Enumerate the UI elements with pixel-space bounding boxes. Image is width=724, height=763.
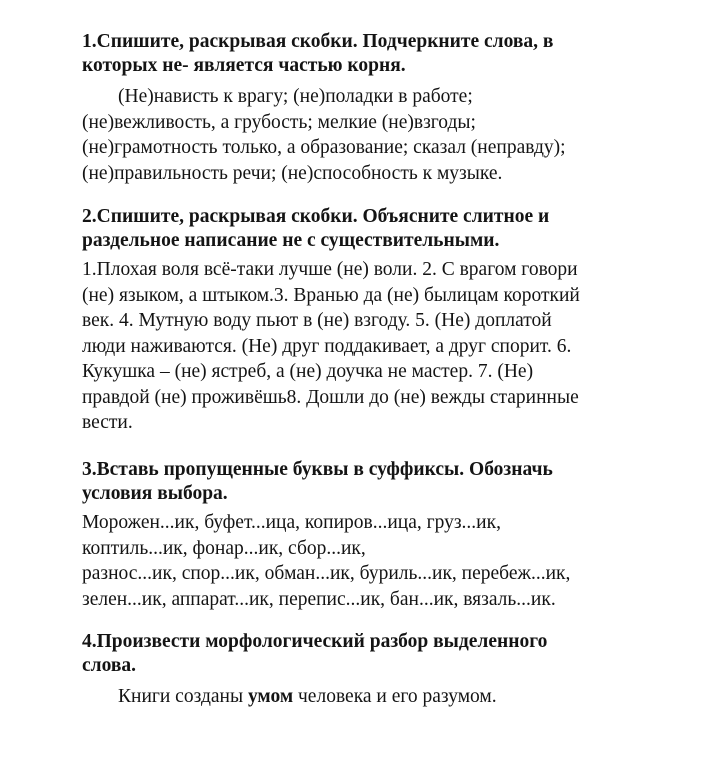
- task-2-title: [82, 205, 580, 253]
- task-1: [82, 30, 566, 186]
- task-2-title-line-1: 2.Спишите, раскрывая скобки. Объясните слитное и: [82, 206, 550, 227]
- task-4-body: [82, 684, 547, 710]
- task-4-title-line-1: 4.Произвести морфологический разбор выделенного: [82, 631, 548, 652]
- task-1-body-line-3: (не)грамотность только, а образование; сказал (неправду);: [82, 137, 566, 158]
- task-1-title-line-2: которых не- является частью корня.: [82, 55, 406, 76]
- task-4-sentence: [82, 684, 547, 710]
- task-1-body-line-4: (не)правильность речи; (не)способность к музыке.: [82, 162, 503, 184]
- task-3-title: [82, 458, 570, 506]
- task-2-body-line-7: вести.: [82, 412, 133, 433]
- task-2: [82, 205, 580, 436]
- task-3-title-line-1: 3.Вставь пропущенные буквы в суффиксы. Обозначь: [82, 459, 553, 480]
- task-2-body-line-6: правдой (не) проживёшь8. Дошли до (не) вежды старинные: [82, 386, 579, 408]
- task-3-body-line-3: разнос...ик, спор...ик, обман...ик, буриль...ик, перебеж...ик,: [82, 563, 571, 584]
- task-4-title-line-2: слова.: [82, 655, 137, 676]
- task-3: [82, 458, 570, 612]
- task-1-body-line-2: (не)вежливость, а грубость; мелкие (не)взгоды;: [82, 111, 476, 133]
- task-1-title-line-1: 1.Спишите, раскрывая скобки. Подчеркните слова, в: [82, 31, 554, 52]
- task-2-body-line-3: век. 4. Мутную воду пьют в (не) взгоду. 5. (Не) доплатой: [82, 310, 552, 331]
- task-2-body-line-4: люди наживаются. (Не) друг поддакивает, а друг спорит. 6.: [82, 335, 572, 357]
- task-4-title: [82, 630, 547, 678]
- task-1-body: [82, 84, 566, 186]
- task-4: [82, 630, 547, 710]
- task-2-body-line-2: (не) языком, а штыком.3. Вранью да (не) былицам короткий: [82, 284, 580, 306]
- task-4-sentence-start: Книги созданы: [118, 686, 248, 707]
- task-2-body-line-5: Кукушка – (не) ястреб, а (не) доучка не мастер. 7. (Не): [82, 361, 534, 382]
- task-1-title: [82, 30, 566, 78]
- task-3-body-line-1: Морожен...ик, буфет...ица, копиров...ица, груз...ик,: [82, 512, 501, 533]
- task-3-body-line-4: зелен...ик, аппарат...ик, перепис...ик, бан...ик, вязаль...ик.: [82, 588, 556, 610]
- task-4-sentence-end: человека и его разумом.: [293, 686, 497, 707]
- task-3-body-line-2: коптиль...ик, фонар...ик, сбор...ик,: [82, 537, 366, 559]
- task-4-highlighted-word: умом: [247, 686, 294, 707]
- task-2-title-line-2: раздельное написание не с существительными.: [82, 230, 500, 251]
- task-3-body: [82, 510, 570, 612]
- task-3-title-line-2: условия выбора.: [82, 483, 228, 504]
- task-2-body-line-1: 1.Плохая воля всё-таки лучше (не) воли. 2. С врагом говори: [82, 259, 578, 280]
- task-1-body-line-1: (Не)нависть к врагу; (не)поладки в работе;: [118, 86, 473, 107]
- task-2-body: [82, 257, 580, 436]
